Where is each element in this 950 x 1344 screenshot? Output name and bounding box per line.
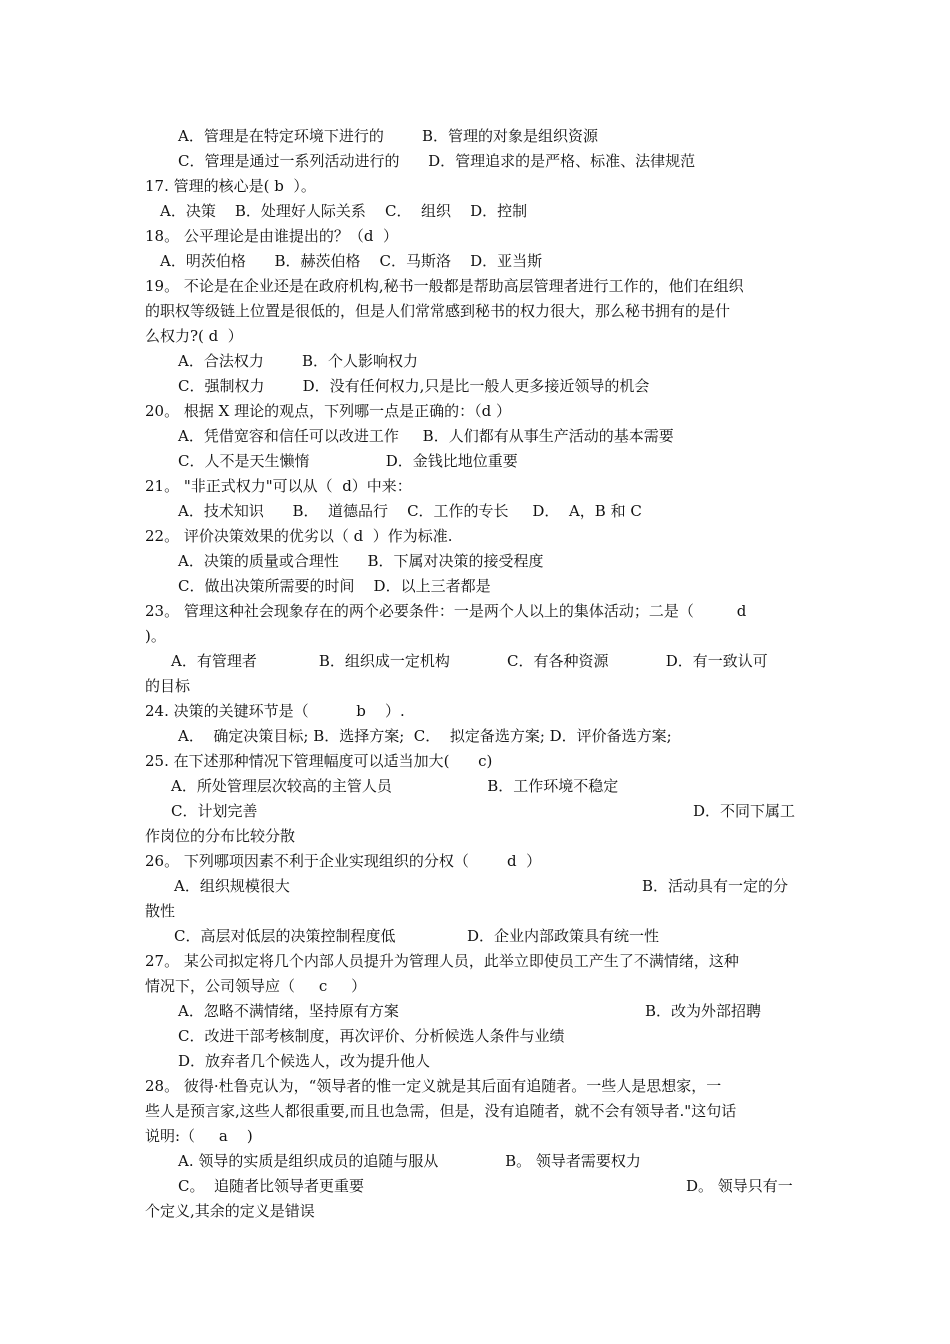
- option-line: A．凭借宽容和信任可以改进工作 B．人们都有从事生产活动的基本需要: [178, 427, 674, 445]
- question-18: 18。 公平理论是由谁提出的？（d ）: [145, 227, 398, 245]
- option-line: A．技术知识 B． 道德品行 C．工作的专长 D． A，B 和 C: [178, 502, 642, 520]
- option-line: A．合法权力 B．个人影响权力: [178, 352, 419, 370]
- option-line: A．管理是在特定环境下进行的 B．管理的对象是组织资源: [178, 127, 599, 145]
- question-23: 23。 管理这种社会现象存在的两个必要条件：一是两个人以上的集体活动；二是（ d: [145, 602, 747, 620]
- question-text: 个定义,其余的定义是错误: [145, 1202, 315, 1220]
- option-line: A．所处管理层次较高的主管人员 B．工作环境不稳定: [171, 777, 619, 795]
- option-line: C．人不是天生懒惰 D．金钱比地位重要: [178, 452, 518, 470]
- question-27: 27。 某公司拟定将几个内部人员提升为管理人员，此举立即使员工产生了不满情绪，这种: [145, 952, 739, 970]
- question-text: 的职权等级链上位置是很低的，但是人们常常感到秘书的权力很大，那么秘书拥有的是什: [145, 302, 731, 320]
- option-line: C．做出决策所需要的时间 D．以上三者都是: [178, 577, 491, 595]
- option-line: A．组织规模很大: [174, 877, 290, 895]
- question-text: 些人是预言家,这些人都很重要,而且也急需，但是，没有追随者，就不会有领导者."这句话: [145, 1102, 737, 1120]
- option-line: C．高层对低层的决策控制程度低 D．企业内部政策具有统一性: [174, 927, 660, 945]
- option-line: C．计划完善: [171, 802, 258, 820]
- question-text: 情况下，公司领导应（ c ）: [145, 977, 367, 995]
- question-text: 作岗位的分布比较分散: [145, 827, 296, 845]
- option-line: A．决策的质量或合理性 B．下属对决策的接受程度: [178, 552, 544, 570]
- option-line: A．明茨伯格 B．赫茨伯格 C．马斯洛 D．亚当斯: [160, 252, 543, 270]
- option-line: C．管理是通过一系列活动进行的 D．管理追求的是严格、标准、法律规范: [178, 152, 696, 170]
- question-text: )。: [145, 627, 166, 645]
- option-line: D．放弃者几个候选人，改为提升他人: [178, 1052, 431, 1070]
- option-line: D．不同下属工: [693, 802, 796, 820]
- option-line: A. 领导的实质是组织成员的追随与服从 B。 领导者需要权力: [178, 1152, 641, 1170]
- question-text: 说明:（ a ): [145, 1127, 253, 1145]
- question-text: 么权力?( d ）: [145, 327, 243, 345]
- question-24: 24. 决策的关键环节是（ b ）.: [145, 702, 405, 720]
- question-22: 22。 评价决策效果的优劣以（ d ）作为标准.: [145, 527, 453, 545]
- question-26: 26。 下列哪项因素不利于企业实现组织的分权（ d ）: [145, 852, 542, 870]
- option-line: A．决策 B．处理好人际关系 C． 组织 D．控制: [160, 202, 528, 220]
- option-line: A．有管理者 B．组织成一定机构 C．有各种资源 D．有一致认可: [171, 652, 768, 670]
- question-25: 25. 在下述那种情况下管理幅度可以适当加大( c): [145, 752, 493, 770]
- question-20: 20。 根据 X 理论的观点，下列哪一点是正确的：（d ）: [145, 402, 511, 420]
- question-17: 17. 管理的核心是( b ）。: [145, 177, 316, 195]
- option-line: B．改为外部招聘: [645, 1002, 762, 1020]
- option-line: C．改进干部考核制度，再次评价、分析候选人条件与业绩: [178, 1027, 565, 1045]
- option-line: D。 领导只有一: [686, 1177, 793, 1195]
- question-text: 散性: [145, 902, 176, 920]
- option-line: B．活动具有一定的分: [642, 877, 789, 895]
- question-21: 21。 "非正式权力"可以从（ d）中来：: [145, 477, 412, 495]
- question-28: 28。 彼得·杜鲁克认为，“领导者的惟一定义就是其后面有追随者。一些人是思想家，一: [145, 1077, 722, 1095]
- option-line: C．强制权力 D．没有任何权力,只是比一般人更多接近领导的机会: [178, 377, 650, 395]
- option-line: A．忽略不满情绪，坚持原有方案: [178, 1002, 399, 1020]
- question-19: 19。 不论是在企业还是在政府机构,秘书一般都是帮助高层管理者进行工作的，他们在组织: [145, 277, 744, 295]
- option-line: C。 追随者比领导者更重要: [178, 1177, 365, 1195]
- option-line: A． 确定决策目标; B．选择方案; C． 拟定备选方案; D．评价备选方案;: [178, 727, 672, 745]
- question-text: 的目标: [145, 677, 191, 695]
